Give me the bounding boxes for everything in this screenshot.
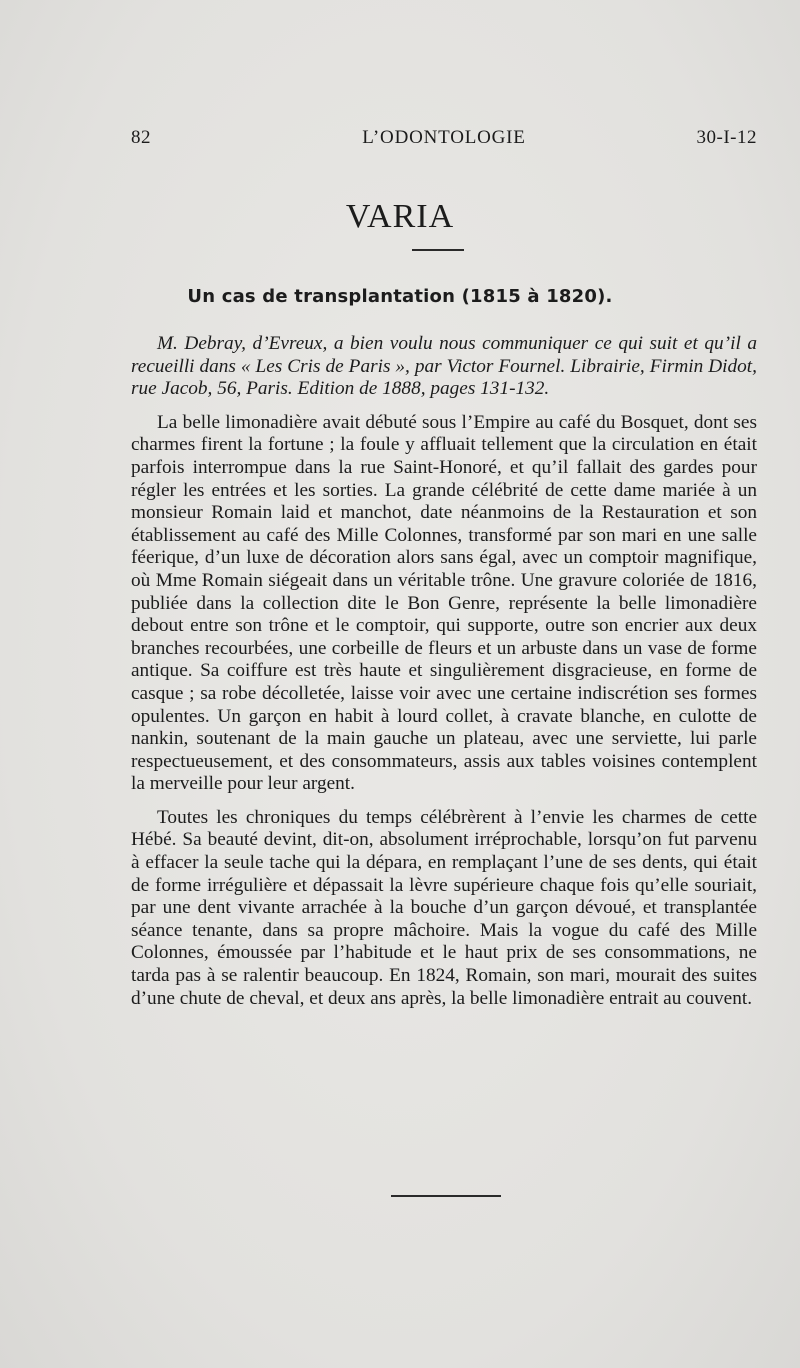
body-paragraph-1: La belle limonadière avait débuté sous l’Empire au café du Bosquet, dont ses charmes firent la fortune ; la foule y affluait tellement que la circulation en était parfois interrompue dans la rue Saint-Honoré, et qu’il fallait des gardes pour régler les entrées et les sorties. La grande célébrité de cette dame mariée à un monsieur Romain laid et manchot, date néanmoins de la Restauration et son établissement au café des Mille Colonnes, transformé par son mari en une salle féerique, d’un luxe de décoration alors sans égal, avec un comptoir magnifique, où Mme Romain siégeait dans un véritable trône. Une gravure coloriée de 1816, publiée dans la collection dite le Bon Genre, représente la belle limonadière debout entre son trône et le comptoir, qui supporte, outre son encrier aux deux branches recourbées, une corbeille de fleurs et un arbuste dans un vase de forme antique. Sa coiffure est très haute et singulièrement disgracieuse, en forme de casque ; sa robe décolletée, laisse voir avec une certaine indiscrétion ses formes opulentes. Un garçon en habit à lourd collet, à cravate blanche, en culotte de nankin, soutenant de la main gauche un plateau, avec une serviette, lui parle respectueusement, et des consommateurs, assis aux tables voisines contemplent la merveille pour leur argent.	[131, 411, 757, 795]
end-divider	[391, 1195, 501, 1197]
article-body	[131, 333, 757, 1010]
journal-title: L’ODONTOLOGIE	[362, 127, 526, 148]
running-header	[131, 127, 757, 153]
body-paragraph-2: Toutes les chroniques du temps célébrèrent à l’envie les charmes de cette Hébé. Sa beauté devint, dit-on, absolument irréprochable, lorsqu’on fut parvenu à effacer la seule tache qui la dépara, en remplaçant l’une de ses dents, qui était de forme irrégulière et dépassait la lèvre supérieure chaque fois qu’elle souriait, par une dent vivante arrachée à la bouche d’un garçon dévoué, et transplantée séance tenante, dans sa propre mâchoire. Mais la vogue du café des Mille Colonnes, émoussée par l’habitude et le haut prix de ses consommations, ne tarda pas à se ralentir beaucoup. En 1824, Romain, son mari, mourait des suites d’une chute de cheval, et deux ans après, la belle limonadière entrait au couvent.	[131, 806, 757, 1009]
page-number: 82	[131, 127, 151, 148]
intro-paragraph: M. Debray, d’Evreux, a bien voulu nous communiquer ce qui suit et qu’il a recueilli dans « Les Cris de Paris », par Victor Fournel. Librairie, Firmin Didot, rue Jacob, 56, Paris. Edition de 1888, pages 131-132.	[131, 333, 757, 400]
section-title: VARIA	[345, 198, 455, 235]
title-divider	[412, 249, 464, 251]
article-title: Un cas de transplantation (1815 à 1820).	[187, 286, 613, 307]
issue-date: 30-I-12	[696, 127, 757, 148]
